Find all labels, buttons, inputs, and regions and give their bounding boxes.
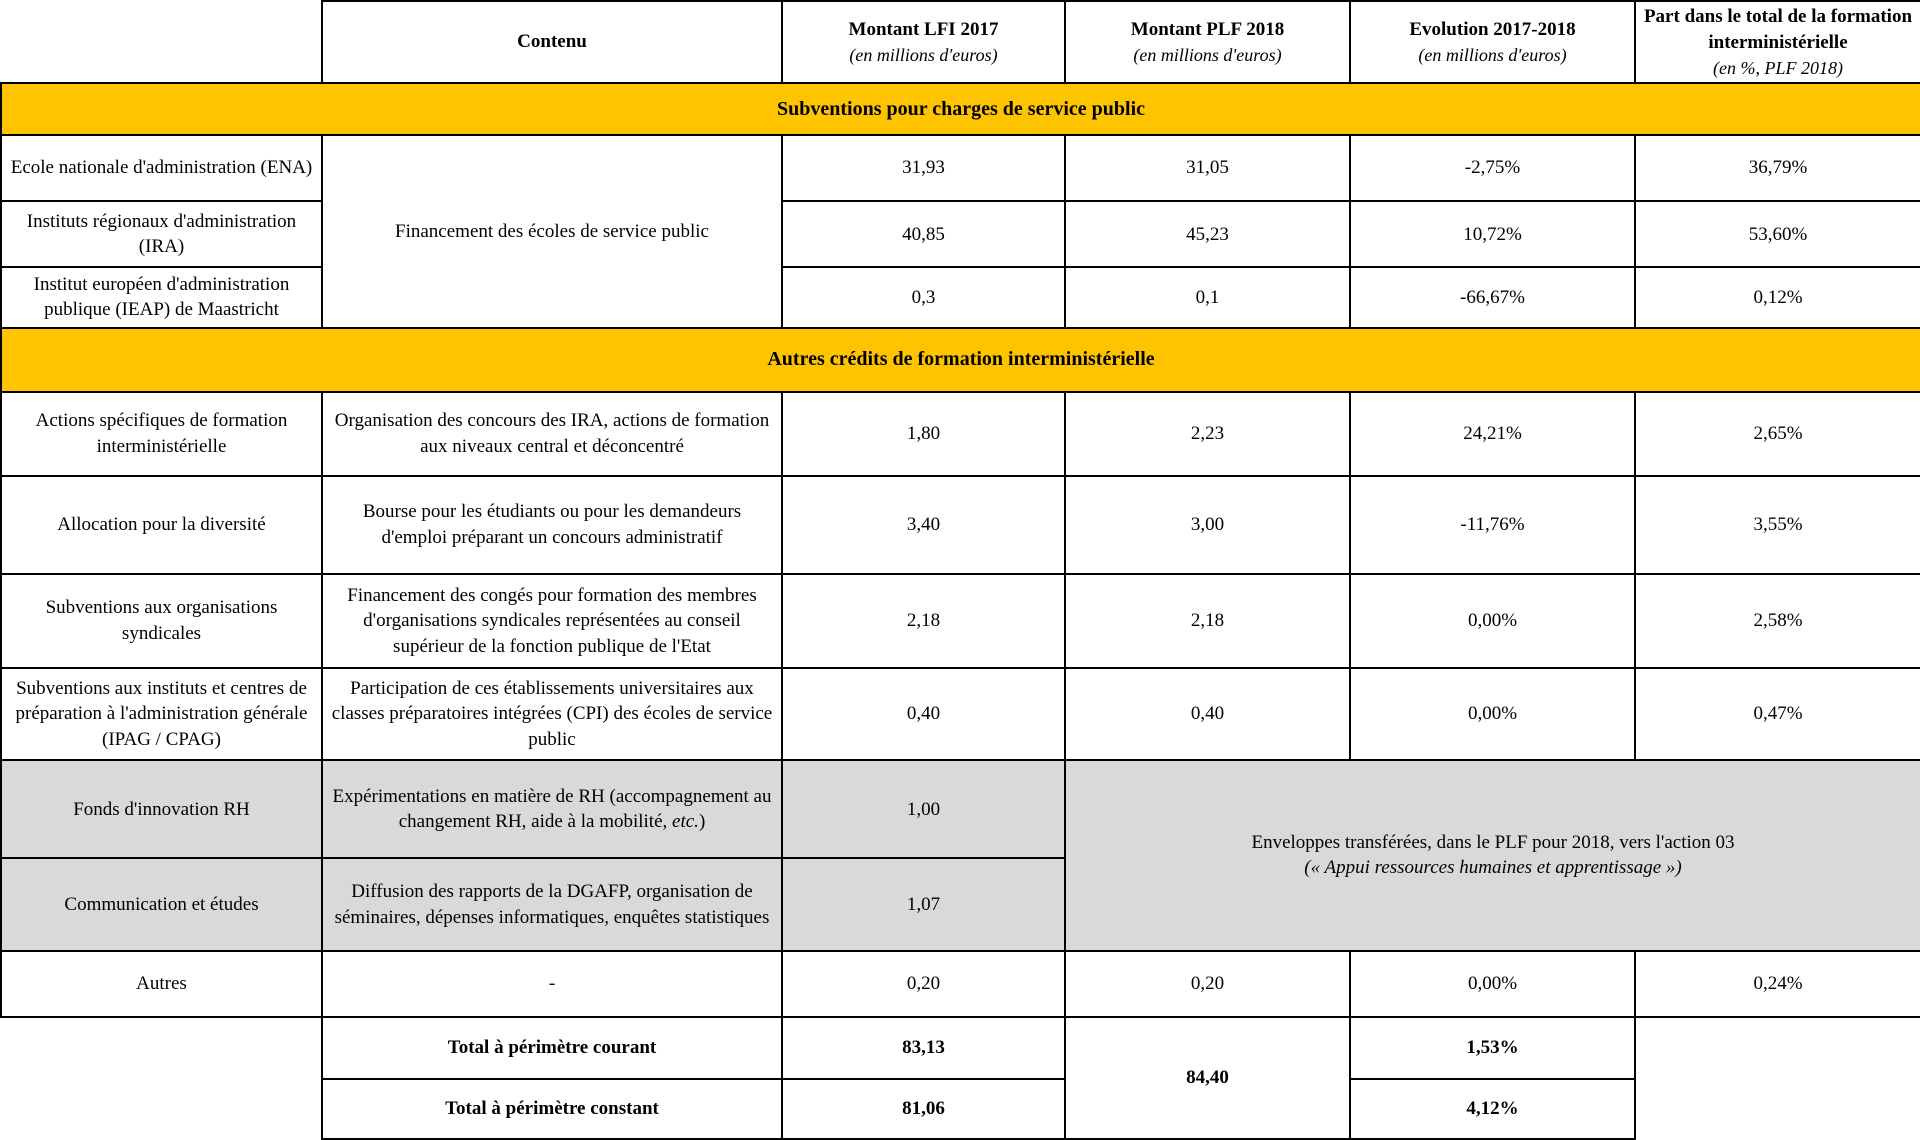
- syndicales-lfi: 2,18: [782, 574, 1065, 668]
- allocation-lfi: 3,40: [782, 476, 1065, 574]
- ieap-plf: 0,1: [1065, 267, 1350, 327]
- autres-plf: 0,20: [1065, 951, 1350, 1017]
- autres-evolution: 0,00%: [1350, 951, 1635, 1017]
- table-row-allocation-diversite: [1, 476, 1920, 574]
- table-row-ieap: [1, 267, 1920, 327]
- header-lfi-subtitle: (en millions d'euros): [849, 44, 998, 65]
- ipag-plf: 0,40: [1065, 668, 1350, 760]
- header-part-title: Part dans le total de la formation interministérielle: [1643, 6, 1913, 53]
- total-constant-empty-left: [1, 1079, 322, 1139]
- total-constant-evolution: 4,12%: [1350, 1079, 1635, 1139]
- section-title-autres-credits: Autres crédits de formation interministérielle: [1, 328, 1920, 392]
- syndicales-contenu: Financement des congés pour formation des membres d'organisations syndicales représentées au conseil supérieur de la fonction publique de l'Etat: [322, 574, 782, 668]
- section-title-subventions: Subventions pour charges de service public: [1, 83, 1920, 135]
- total-courant-lfi: 83,13: [782, 1017, 1065, 1079]
- header-lfi-2017: [782, 1, 1065, 83]
- row-label-fonds: Fonds d'innovation RH: [1, 760, 322, 858]
- table-row-ena: [1, 135, 1920, 201]
- header-part-total: [1635, 1, 1920, 83]
- table-row-total-courant: [1, 1017, 1920, 1079]
- ena-plf: 31,05: [1065, 135, 1350, 201]
- row-label-ira: Instituts régionaux d'administration (IRA): [1, 201, 322, 267]
- ena-lfi: 31,93: [782, 135, 1065, 201]
- row-label-communication: Communication et études: [1, 858, 322, 950]
- table-row-total-constant: [1, 1079, 1920, 1139]
- ipag-lfi: 0,40: [782, 668, 1065, 760]
- section-band-autres-credits: [1, 328, 1920, 392]
- actions-lfi: 1,80: [782, 392, 1065, 476]
- ieap-lfi: 0,3: [782, 267, 1065, 327]
- total-courant-empty-right: [1635, 1017, 1920, 1079]
- ira-plf: 45,23: [1065, 201, 1350, 267]
- header-plf-title: Montant PLF 2018: [1130, 19, 1285, 41]
- syndicales-evolution: 0,00%: [1350, 574, 1635, 668]
- row-label-ena: Ecole nationale d'administration (ENA): [1, 135, 322, 201]
- header-contenu-label: Contenu: [517, 31, 587, 53]
- row-label-ipag: Subventions aux instituts et centres de préparation à l'administration générale (IPAG / CPAG): [1, 668, 322, 760]
- actions-evolution: 24,21%: [1350, 392, 1635, 476]
- ipag-contenu: Participation de ces établissements universitaires aux classes préparatoires intégrées (CPI) des écoles de service public: [322, 668, 782, 760]
- table-row-ira: [1, 201, 1920, 267]
- header-empty-cell: [1, 1, 322, 83]
- header-plf-subtitle: (en millions d'euros): [1133, 44, 1282, 65]
- ieap-part: 0,12%: [1635, 267, 1920, 327]
- total-courant-label: Total à périmètre courant: [322, 1017, 782, 1079]
- contenu-ecoles: Financement des écoles de service public: [322, 135, 782, 327]
- table-row-fonds-innovation: [1, 760, 1920, 858]
- transfer-note-cell: [1065, 760, 1920, 950]
- ira-evolution: 10,72%: [1350, 201, 1635, 267]
- ena-part: 36,79%: [1635, 135, 1920, 201]
- row-label-syndicales: Subventions aux organisations syndicales: [1, 574, 322, 668]
- ieap-evolution: -66,67%: [1350, 267, 1635, 327]
- header-evolution-title: Evolution 2017-2018: [1409, 19, 1576, 41]
- table-row-actions-specifiques: [1, 392, 1920, 476]
- syndicales-part: 2,58%: [1635, 574, 1920, 668]
- header-contenu: [322, 1, 782, 83]
- autres-lfi: 0,20: [782, 951, 1065, 1017]
- row-label-allocation: Allocation pour la diversité: [1, 476, 322, 574]
- table-row-ipag-cpag: [1, 668, 1920, 760]
- ipag-part: 0,47%: [1635, 668, 1920, 760]
- actions-plf: 2,23: [1065, 392, 1350, 476]
- header-plf-2018: [1065, 1, 1350, 83]
- actions-contenu: Organisation des concours des IRA, actions de formation aux niveaux central et déconcentré: [322, 392, 782, 476]
- allocation-contenu: Bourse pour les étudiants ou pour les demandeurs d'emploi préparant un concours administratif: [322, 476, 782, 574]
- autres-part: 0,24%: [1635, 951, 1920, 1017]
- header-part-subtitle: (en %, PLF 2018): [1713, 57, 1843, 78]
- row-label-ieap: Institut européen d'administration publique (IEAP) de Maastricht: [1, 267, 322, 327]
- ira-part: 53,60%: [1635, 201, 1920, 267]
- fonds-contenu-etc: etc.: [672, 811, 699, 833]
- fonds-contenu: [322, 760, 782, 858]
- allocation-part: 3,55%: [1635, 476, 1920, 574]
- row-label-autres: Autres: [1, 951, 322, 1017]
- autres-contenu: -: [322, 951, 782, 1017]
- transfer-note-line1: Enveloppes transférées, dans le PLF pour 2018, vers l'action 03: [1251, 831, 1735, 853]
- header-evolution: [1350, 1, 1635, 83]
- syndicales-plf: 2,18: [1065, 574, 1350, 668]
- total-plf-merged: 84,40: [1065, 1017, 1350, 1139]
- communication-lfi: 1,07: [782, 858, 1065, 950]
- ena-evolution: -2,75%: [1350, 135, 1635, 201]
- total-constant-empty-right: [1635, 1079, 1920, 1139]
- header-row: [1, 1, 1920, 83]
- total-courant-evolution: 1,53%: [1350, 1017, 1635, 1079]
- table-row-autres: [1, 951, 1920, 1017]
- total-constant-lfi: 81,06: [782, 1079, 1065, 1139]
- ira-lfi: 40,85: [782, 201, 1065, 267]
- communication-contenu: Diffusion des rapports de la DGAFP, organisation de séminaires, dépenses informatiques, enquêtes statistiques: [322, 858, 782, 950]
- actions-part: 2,65%: [1635, 392, 1920, 476]
- table-row-subventions-syndicales: [1, 574, 1920, 668]
- allocation-evolution: -11,76%: [1350, 476, 1635, 574]
- total-constant-label: Total à périmètre constant: [322, 1079, 782, 1139]
- ipag-evolution: 0,00%: [1350, 668, 1635, 760]
- fonds-contenu-suffix: ): [698, 811, 706, 833]
- allocation-plf: 3,00: [1065, 476, 1350, 574]
- section-band-subventions: [1, 83, 1920, 135]
- fonds-contenu-text: Expérimentations en matière de RH (accompagnement au changement RH, aide à la mobilité,: [332, 785, 772, 833]
- row-label-actions: Actions spécifiques de formation interministérielle: [1, 392, 322, 476]
- transfer-note-line2: (« Appui ressources humaines et apprentissage »): [1304, 857, 1682, 879]
- header-lfi-title: Montant LFI 2017: [848, 19, 999, 41]
- total-courant-empty-left: [1, 1017, 322, 1079]
- header-evolution-subtitle: (en millions d'euros): [1418, 44, 1567, 65]
- fonds-lfi: 1,00: [782, 760, 1065, 858]
